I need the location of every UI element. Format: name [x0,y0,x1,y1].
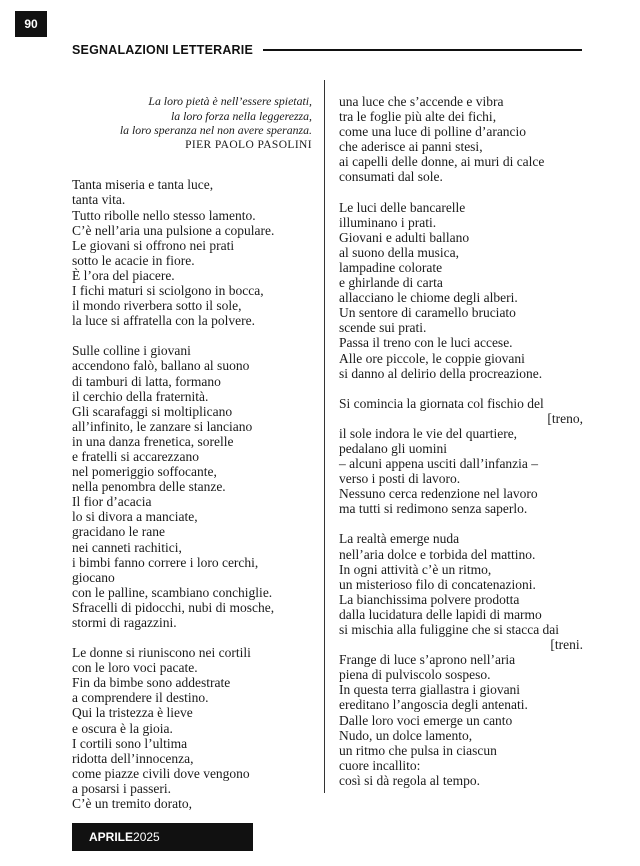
page-number: 90 [15,11,47,37]
poem-line: i bimbi fanno correre i loro cerchi, [72,554,259,570]
poem-line: all’infinito, le zanzare si lanciano [72,418,253,434]
poem-line: cuore incallito: [339,757,421,773]
poem-line: lo si divora a manciate, [72,509,198,525]
poem-line: Nessuno cerca redenzione nel lavoro [339,486,538,502]
poem-line: La bianchissima polvere prodotta [339,591,520,607]
poem-line: ereditano l’angoscia degli antenati. [339,697,528,713]
poem-line: stormi di ragazzini. [72,615,177,630]
poem-line: Qui la tristezza è lieve [72,705,193,721]
poem-line: lampadine colorate [339,259,443,275]
left-column [72,94,320,811]
poem-line: nei canneti rachitici, [72,539,182,555]
poem-line: si danno al delirio della procreazione. [339,365,543,381]
poem-line: [treno, [547,410,583,426]
poem-stanza [339,94,587,185]
poem-line: ma tutti si redimono senza saperlo. [339,501,528,517]
poem-line: dalla lucidatura delle lapidi di marmo [339,606,542,622]
poem-line: come una luce di polline d’arancio [339,124,527,140]
poem-stanza [72,645,320,811]
poem-line: tanta vita. [72,192,126,208]
right-column [339,94,587,788]
poem-line: il mondo riverbera sotto il sole, [72,298,242,314]
poem-line: in una danza frenetica, sorelle [72,433,234,449]
poem-stanza [339,200,587,381]
poem-line: [treni. [550,637,583,653]
poem-line: C’è nell’aria una pulsione a copulare. [72,222,275,238]
poem-line: Nudo, un dolce lamento, [339,727,473,743]
epigraph-line: la loro forza nella leggerezza, [170,108,312,123]
poem-line: ai capelli delle donne, ai muri di calce [339,154,545,170]
poem-stanza [339,531,587,788]
poem-line: In questa terra giallastra i giovani [339,682,521,698]
poem-stanza [72,177,320,328]
poem-line: Sfracelli di pidocchi, nubi di mosche, [72,599,275,615]
poem-line: piena di pulviscolo sospeso. [339,667,491,683]
poem-line: La realtà emerge nuda [339,531,460,547]
poem-line: così si dà regola al tempo. [339,772,480,788]
poem-line: la luce si affratella con la polvere. [72,313,256,329]
poem-line: Alle ore piccole, le coppie giovani [339,350,525,366]
poem-line: Il fior d’acacia [72,494,152,510]
poem-line: nella penombra delle stanze. [72,479,226,495]
poem-line: gracidano le rane [72,524,165,540]
issue-footer [72,823,253,851]
poem-line: il sole indora le vie del quartiere, [339,425,518,441]
poem-line: Giovani e adulti ballano [339,229,470,245]
poem-line: Le donne si riuniscono nei cortili [72,645,251,661]
poem-line: allacciano le chiome degli alberi. [339,290,518,306]
poem-line: Frange di luce s’aprono nell’aria [339,652,516,668]
poem-line: pedalano gli uomini [339,440,447,456]
poem-line: e oscura è la gioia. [72,720,173,736]
epigraph-line: La loro pietà è nell’essere spietati, [148,94,312,108]
epigraph-author: PIER PAOLO PASOLINI [185,138,312,151]
poem-line: È l’ora del piacere. [72,267,175,283]
footer-year: 2025 [133,830,160,844]
section-title: SEGNALAZIONI LETTERARIE [72,43,253,57]
poem-line: scende sui prati. [339,320,427,336]
poem-line: In ogni attività c’è un ritmo, [339,561,492,577]
header-rule [263,49,582,51]
poem-line: un ritmo che pulsa in ciascun [339,742,497,758]
poem-line: con le loro voci pacate. [72,660,198,676]
right-poem-body [339,94,587,788]
poem-line: illuminano i prati. [339,214,437,230]
epigraph [72,94,312,152]
poem-line: I cortili sono l’ultima [72,735,188,751]
poem-line: Si comincia la giornata col fischio del [339,395,544,411]
poem-line: Passa il treno con le luci accese. [339,335,513,351]
poem-line: Le luci delle bancarelle [339,199,466,215]
poem-line: Tanta miseria e tanta luce, [72,177,214,193]
poem-line: al suono della musica, [339,244,459,260]
section-header [72,42,582,58]
poem-line: che aderisce ai panni stesi, [339,139,483,155]
poem-line: I fichi maturi si sciolgono in bocca, [72,283,264,299]
poem-line: sotto le acacie in fiore. [72,252,195,268]
poem-line: Dalle loro voci emerge un canto [339,712,513,728]
poem-line: ridotta dell’innocenza, [72,750,194,766]
poem-line: un misterioso filo di concatenazioni. [339,576,536,592]
poem-line: a posarsi i passeri. [72,780,171,796]
poem-line: il cerchio della fraternità. [72,388,209,404]
poem-line: Tutto ribolle nello stesso lamento. [72,207,256,223]
poem-line: tra le foglie più alte dei fichi, [339,109,497,125]
poem-line: si mischia alla fuliggine che si stacca dai [339,622,560,637]
poem-line: C’è un tremito dorato, [72,796,192,812]
poem-line: – alcuni appena usciti dall’infanzia – [339,456,539,472]
poem-line: con le palline, scambiano conchiglie. [72,584,273,600]
poem-line: giocano [72,569,115,585]
poem-line: Le giovani si offrono nei prati [72,237,235,253]
epigraph-line: la loro speranza nel non avere speranza. [119,123,312,138]
poem-line: e ghirlande di carta [339,275,443,291]
left-poem-body [72,177,320,811]
poem-line: Sulle colline i giovani [72,343,191,359]
poem-line: Un sentore di caramello bruciato [339,305,516,321]
column-divider [324,80,325,793]
poem-stanza [72,343,320,630]
footer-month: APRILE [89,830,134,844]
poem-line: una luce che s’accende e vibra [339,94,504,109]
poem-line: di tamburi di latta, formano [72,373,221,389]
poem-line: verso i posti di lavoro. [339,471,461,487]
poem-line: nel pomeriggio soffocante, [72,464,217,480]
poem-line: consumati dal sole. [339,169,443,185]
poem-stanza [339,396,587,517]
poem-line: come piazze civili dove vengono [72,765,250,781]
poem-line: e fratelli si accarezzano [72,448,200,464]
poem-line: a comprendere il destino. [72,690,209,706]
poem-line: accendono falò, ballano al suono [72,358,250,374]
poem-line: Gli scarafaggi si moltiplicano [72,403,233,419]
poem-line: nell’aria dolce e torbida del mattino. [339,546,536,562]
poem-line: Fin da bimbe sono addestrate [72,675,231,691]
